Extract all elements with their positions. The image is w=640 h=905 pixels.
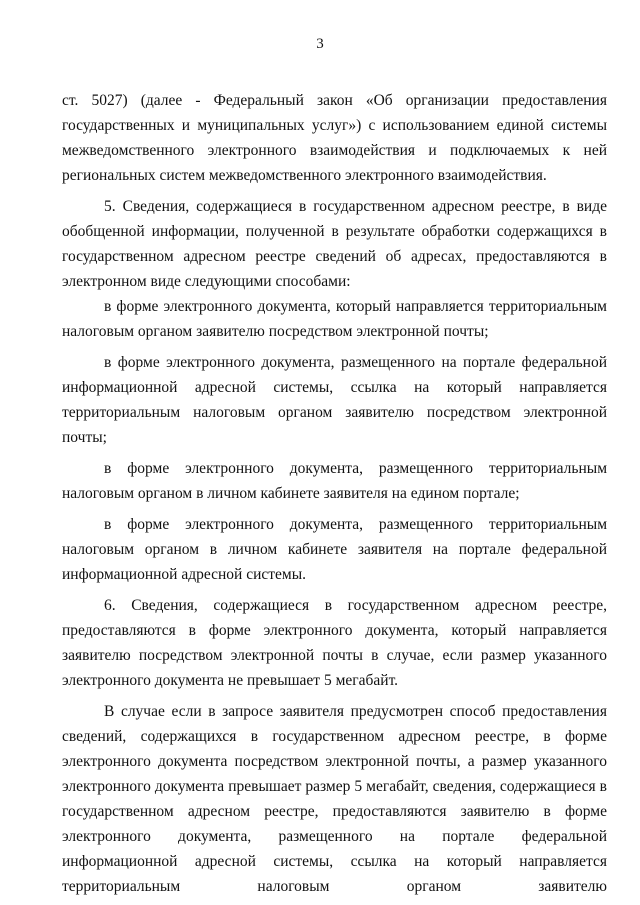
paragraph-law-reference: ст. 5027) (далее - Федеральный закон «Об организации предоставления государственных и муниципальных услуг») с использованием единой системы межведомственного электронного взаимодействия и подключаемых к ней региональных систем межведомственного электронного взаимодействия. [62,92,607,184]
paragraph-method-email: в форме электронного документа, который направляется территориальным налоговым органом заявителю посредством электронной почты; [62,298,607,340]
paragraph-method-fias-link: в форме электронного документа, размещенного на портале федеральной информационной адресной системы, ссылка на который направляется территориальным налоговым органом заявителю посредством электронной почты; [62,354,607,446]
document-body [62,88,607,899]
paragraph-item-5: 5. Сведения, содержащиеся в государственном адресном реестре, в виде обобщенной информации, полученной в результате обработки содержащихся в государственном адресном реестре сведений об адресах, предоставляются в электронном виде следующими способами: [62,198,607,290]
paragraph-method-single-portal: в форме электронного документа, размещенного территориальным налоговым органом в личном кабинете заявителя на едином портале; [62,460,607,502]
paragraph-size-exceeds: В случае если в запросе заявителя предусмотрен способ предоставления сведений, содержащихся в государственном адресном реестре, в форме электронного документа посредством электронной почты, а размер указанного электронного документа превышает размер 5 мегабайт, сведения, содержащиеся в государственном адресном реестре, предоставляются заявителю в форме электронного документа, размещенного на портале федеральной информационной адресной системы, ссылка на который направляется территориальным налоговым органом заявителю [62,703,607,895]
paragraph-item-6: 6. Сведения, содержащиеся в государственном адресном реестре, предоставляются в форме электронного документа, который направляется заявителю посредством электронной почты в случае, если размер указанного электронного документа не превышает 5 мегабайт. [62,597,607,689]
page-number: 3 [316,36,324,52]
paragraph-method-fias-cabinet: в форме электронного документа, размещенного территориальным налоговым органом в личном кабинете заявителя на портале федеральной информационной адресной системы. [62,516,607,583]
